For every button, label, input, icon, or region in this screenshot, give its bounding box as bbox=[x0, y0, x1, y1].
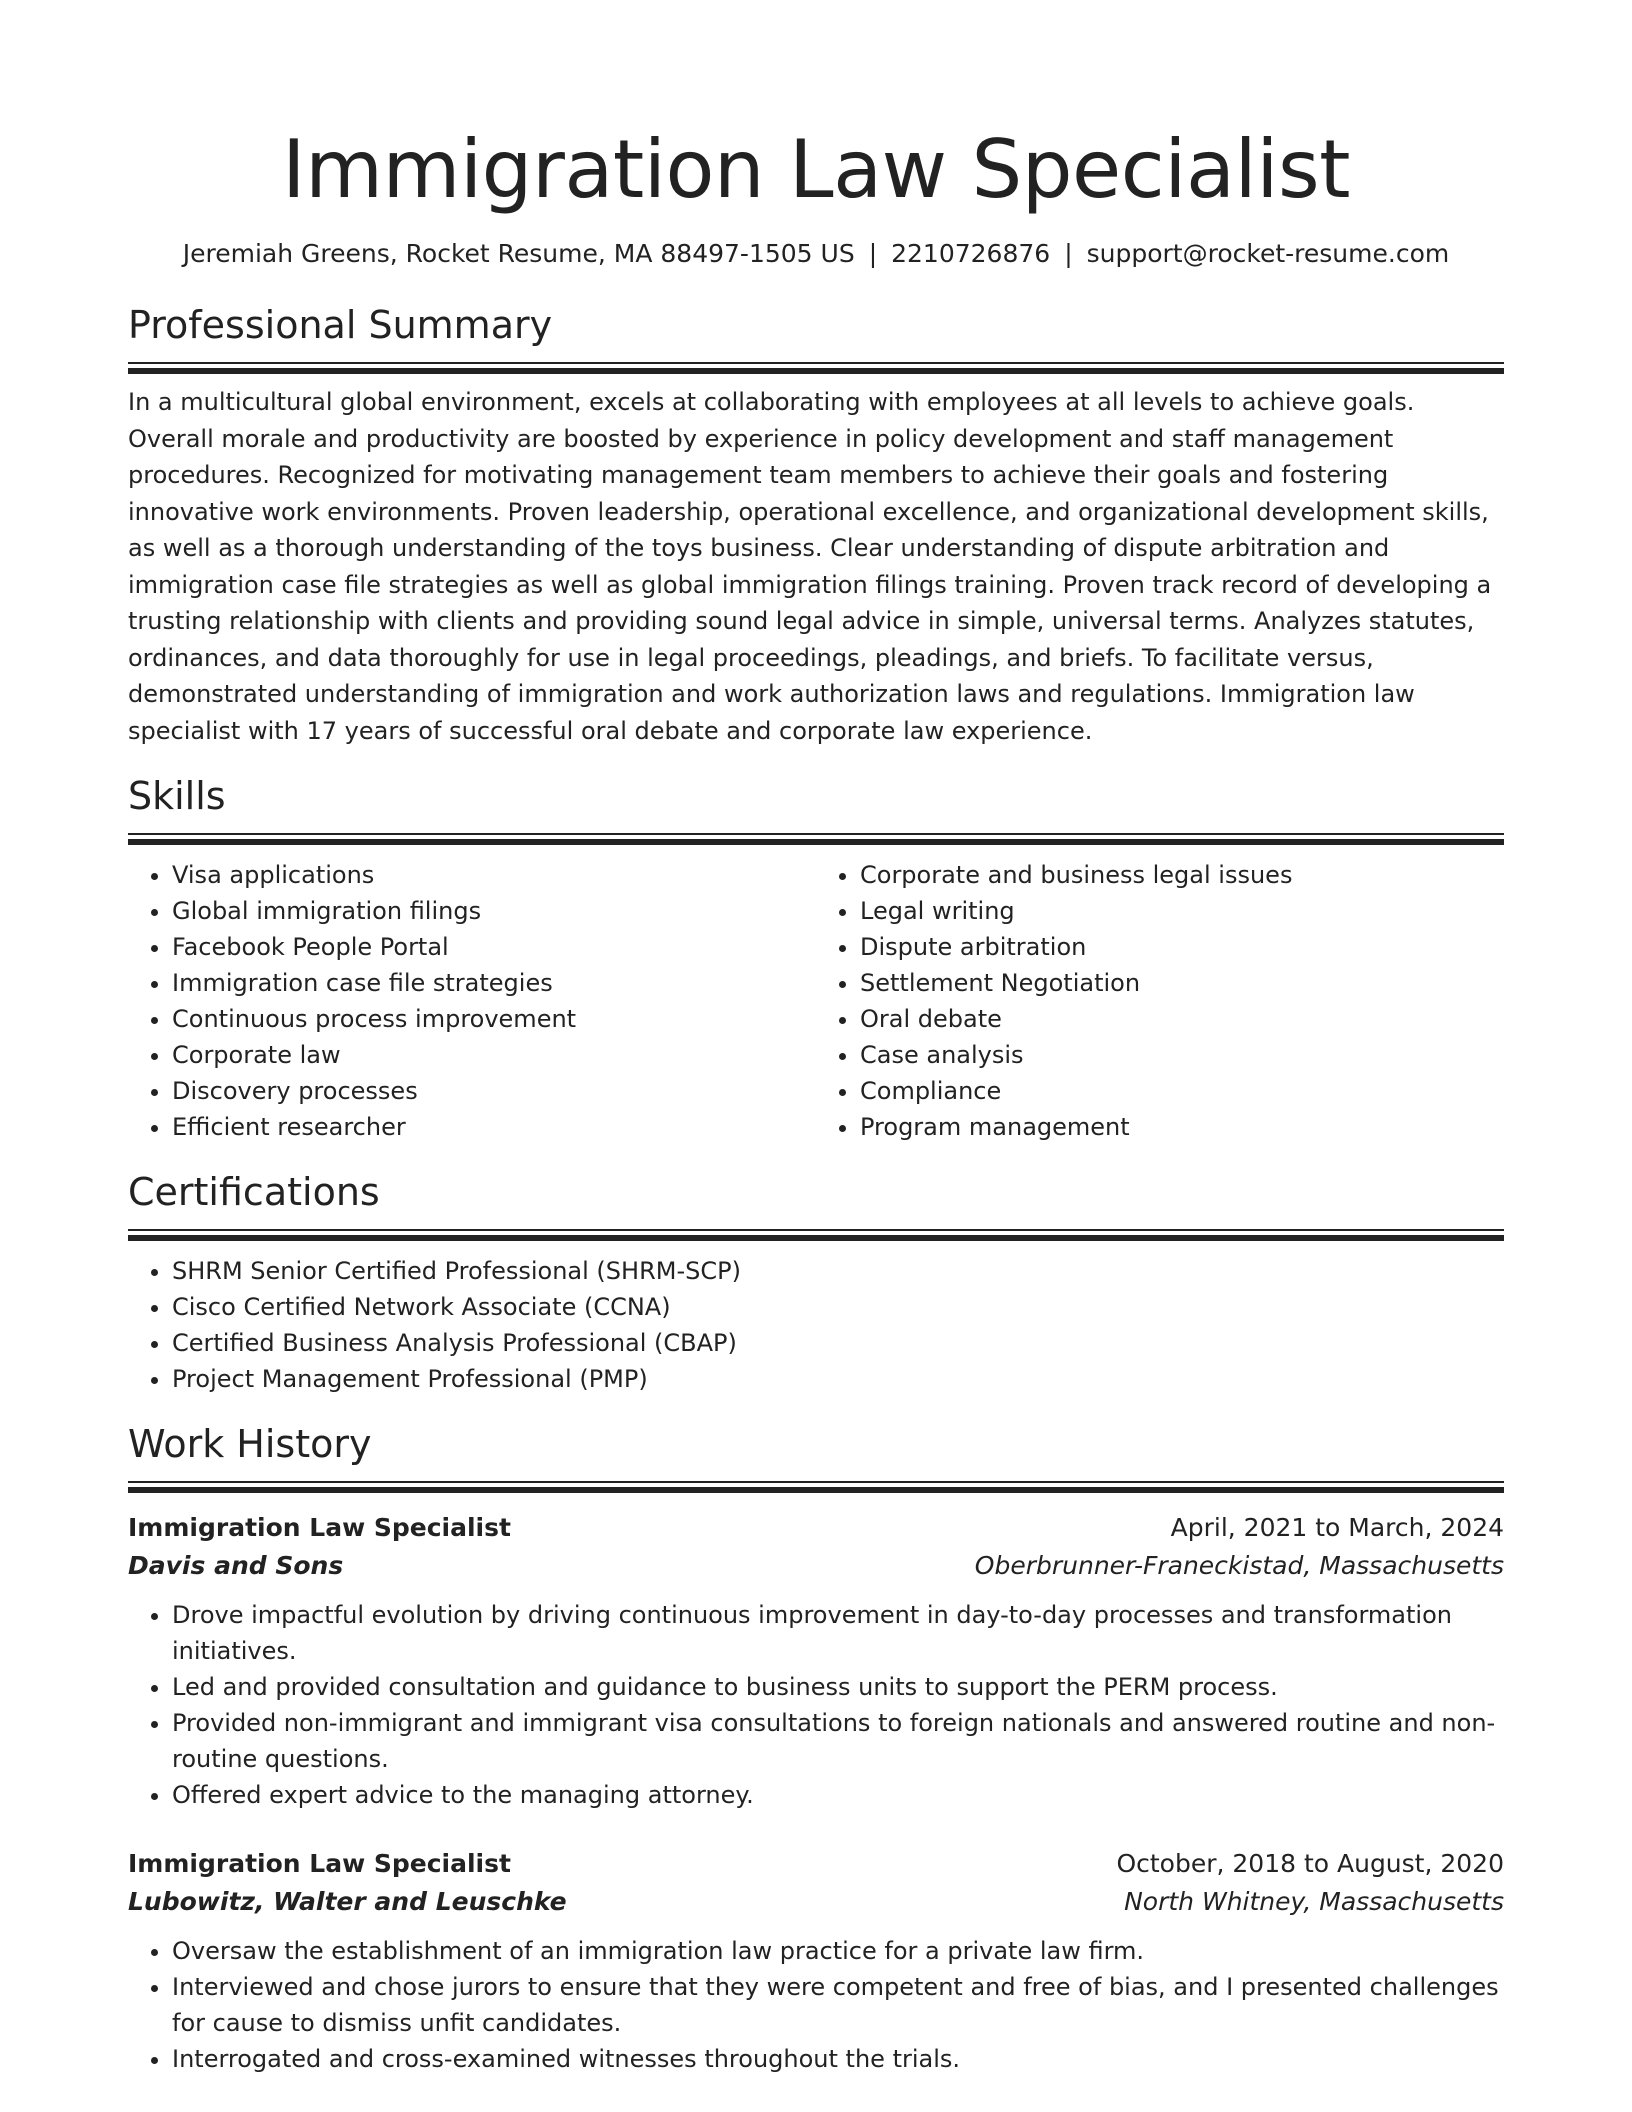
skill-item: • Legal writing bbox=[860, 893, 1504, 929]
work-history-section bbox=[128, 1419, 1504, 2077]
skill-item: • Global immigration filings bbox=[172, 893, 816, 929]
certification-item: • SHRM Senior Certified Professional (SHRM-SCP) bbox=[172, 1253, 1504, 1289]
skill-item: • Settlement Negotiation bbox=[860, 965, 1504, 1001]
job-duty: • Oversaw the establishment of an immigration law practice for a private law firm. bbox=[172, 1933, 1504, 1969]
skills-columns bbox=[128, 857, 1504, 1145]
certification-item: • Cisco Certified Network Associate (CCNA) bbox=[172, 1289, 1504, 1325]
summary-text: In a multicultural global environment, excels at collaborating with employees at all levels to achieve goals. Overall morale and productivity are boosted by experience in policy development and staff management procedures. Recognized for motivating management team members to achieve their goals and fostering innovative work environments. Proven leadership, operational excellence, and organizational development skills, as well as a thorough understanding of the toys business. Clear understanding of dispute arbitration and immigration case file strategies as well as global immigration filings training. Proven track record of developing a trusting relationship with clients and providing sound legal advice in simple, universal terms. Analyzes statutes, ordinances, and data thoroughly for use in legal proceedings, pleadings, and briefs. To facilitate versus, demonstrated understanding of immigration and work authorization laws and regulations. Immigration law specialist with 17 years of successful oral debate and corporate law experience. bbox=[128, 388, 1492, 745]
job-duty: • Drove impactful evolution by driving continuous improvement in day-to-day processes and transformation initiatives. bbox=[172, 1597, 1504, 1669]
work-history-heading: Work History bbox=[128, 1422, 372, 1466]
job-company: Lubowitz, Walter and Leuschke bbox=[128, 1887, 567, 1916]
job-entry bbox=[128, 1509, 1504, 1813]
job-company: Davis and Sons bbox=[128, 1551, 344, 1580]
section-divider bbox=[128, 833, 1504, 845]
job-duties-list bbox=[128, 1933, 1504, 2077]
contact-line bbox=[128, 236, 1504, 272]
certifications-list bbox=[128, 1253, 1504, 1397]
summary-section bbox=[128, 300, 1504, 749]
skill-item: • Case analysis bbox=[860, 1037, 1504, 1073]
contact-separator: | bbox=[1064, 239, 1073, 268]
contact-email: support@rocket-resume.com bbox=[1086, 239, 1450, 268]
skill-item: • Dispute arbitration bbox=[860, 929, 1504, 965]
job-header-row bbox=[128, 1509, 1504, 1547]
job-header-row bbox=[128, 1845, 1504, 1883]
skill-item: • Program management bbox=[860, 1109, 1504, 1145]
job-entry bbox=[128, 1845, 1504, 2077]
skills-left-list bbox=[128, 857, 816, 1145]
skill-item: • Oral debate bbox=[860, 1001, 1504, 1037]
job-company-row bbox=[128, 1883, 1504, 1921]
skill-item: • Discovery processes bbox=[172, 1073, 816, 1109]
job-duties-list bbox=[128, 1597, 1504, 1813]
job-duty: • Led and provided consultation and guidance to business units to support the PERM process. bbox=[172, 1669, 1504, 1705]
skills-right-list bbox=[816, 857, 1504, 1145]
skill-item: • Continuous process improvement bbox=[172, 1001, 816, 1037]
job-company-row bbox=[128, 1547, 1504, 1585]
job-duty: • Offered expert advice to the managing attorney. bbox=[172, 1777, 1504, 1813]
job-title: Immigration Law Specialist bbox=[128, 1513, 511, 1542]
certification-item: • Certified Business Analysis Professional (CBAP) bbox=[172, 1325, 1504, 1361]
skill-item: • Corporate law bbox=[172, 1037, 816, 1073]
job-location: Oberbrunner-Franeckistad, Massachusetts bbox=[974, 1551, 1504, 1580]
skill-item: • Visa applications bbox=[172, 857, 816, 893]
resume-page bbox=[128, 0, 1504, 2077]
skill-item: • Facebook People Portal bbox=[172, 929, 816, 965]
skill-item: • Corporate and business legal issues bbox=[860, 857, 1504, 893]
skill-item: • Compliance bbox=[860, 1073, 1504, 1109]
skills-heading: Skills bbox=[128, 774, 226, 818]
contact-phone: 2210726876 bbox=[891, 239, 1051, 268]
job-title: Immigration Law Specialist bbox=[128, 1849, 511, 1878]
section-divider bbox=[128, 362, 1504, 374]
certifications-heading: Certifications bbox=[128, 1170, 380, 1214]
skill-item: • Immigration case file strategies bbox=[172, 965, 816, 1001]
certification-item: • Project Management Professional (PMP) bbox=[172, 1361, 1504, 1397]
job-dates: April, 2021 to March, 2024 bbox=[1170, 1513, 1504, 1542]
summary-heading: Professional Summary bbox=[128, 303, 553, 347]
job-duty: • Interrogated and cross-examined witnesses throughout the trials. bbox=[172, 2041, 1504, 2077]
skills-section bbox=[128, 771, 1504, 1145]
job-location: North Whitney, Massachusetts bbox=[1124, 1887, 1504, 1916]
job-duty: • Provided non-immigrant and immigrant visa consultations to foreign nationals and answered routine and non-routine questions. bbox=[172, 1705, 1504, 1777]
section-divider bbox=[128, 1481, 1504, 1493]
skill-item: • Efficient researcher bbox=[172, 1109, 816, 1145]
resume-title: Immigration Law Specialist bbox=[281, 123, 1350, 216]
contact-address: Jeremiah Greens, Rocket Resume, MA 88497-1505 US bbox=[182, 239, 855, 268]
job-dates: October, 2018 to August, 2020 bbox=[1116, 1849, 1504, 1878]
section-divider bbox=[128, 1229, 1504, 1241]
job-duty: • Interviewed and chose jurors to ensure that they were competent and free of bias, and I presented challenges for cause to dismiss unfit candidates. bbox=[172, 1969, 1504, 2041]
certifications-section bbox=[128, 1167, 1504, 1397]
contact-separator: | bbox=[868, 239, 878, 268]
